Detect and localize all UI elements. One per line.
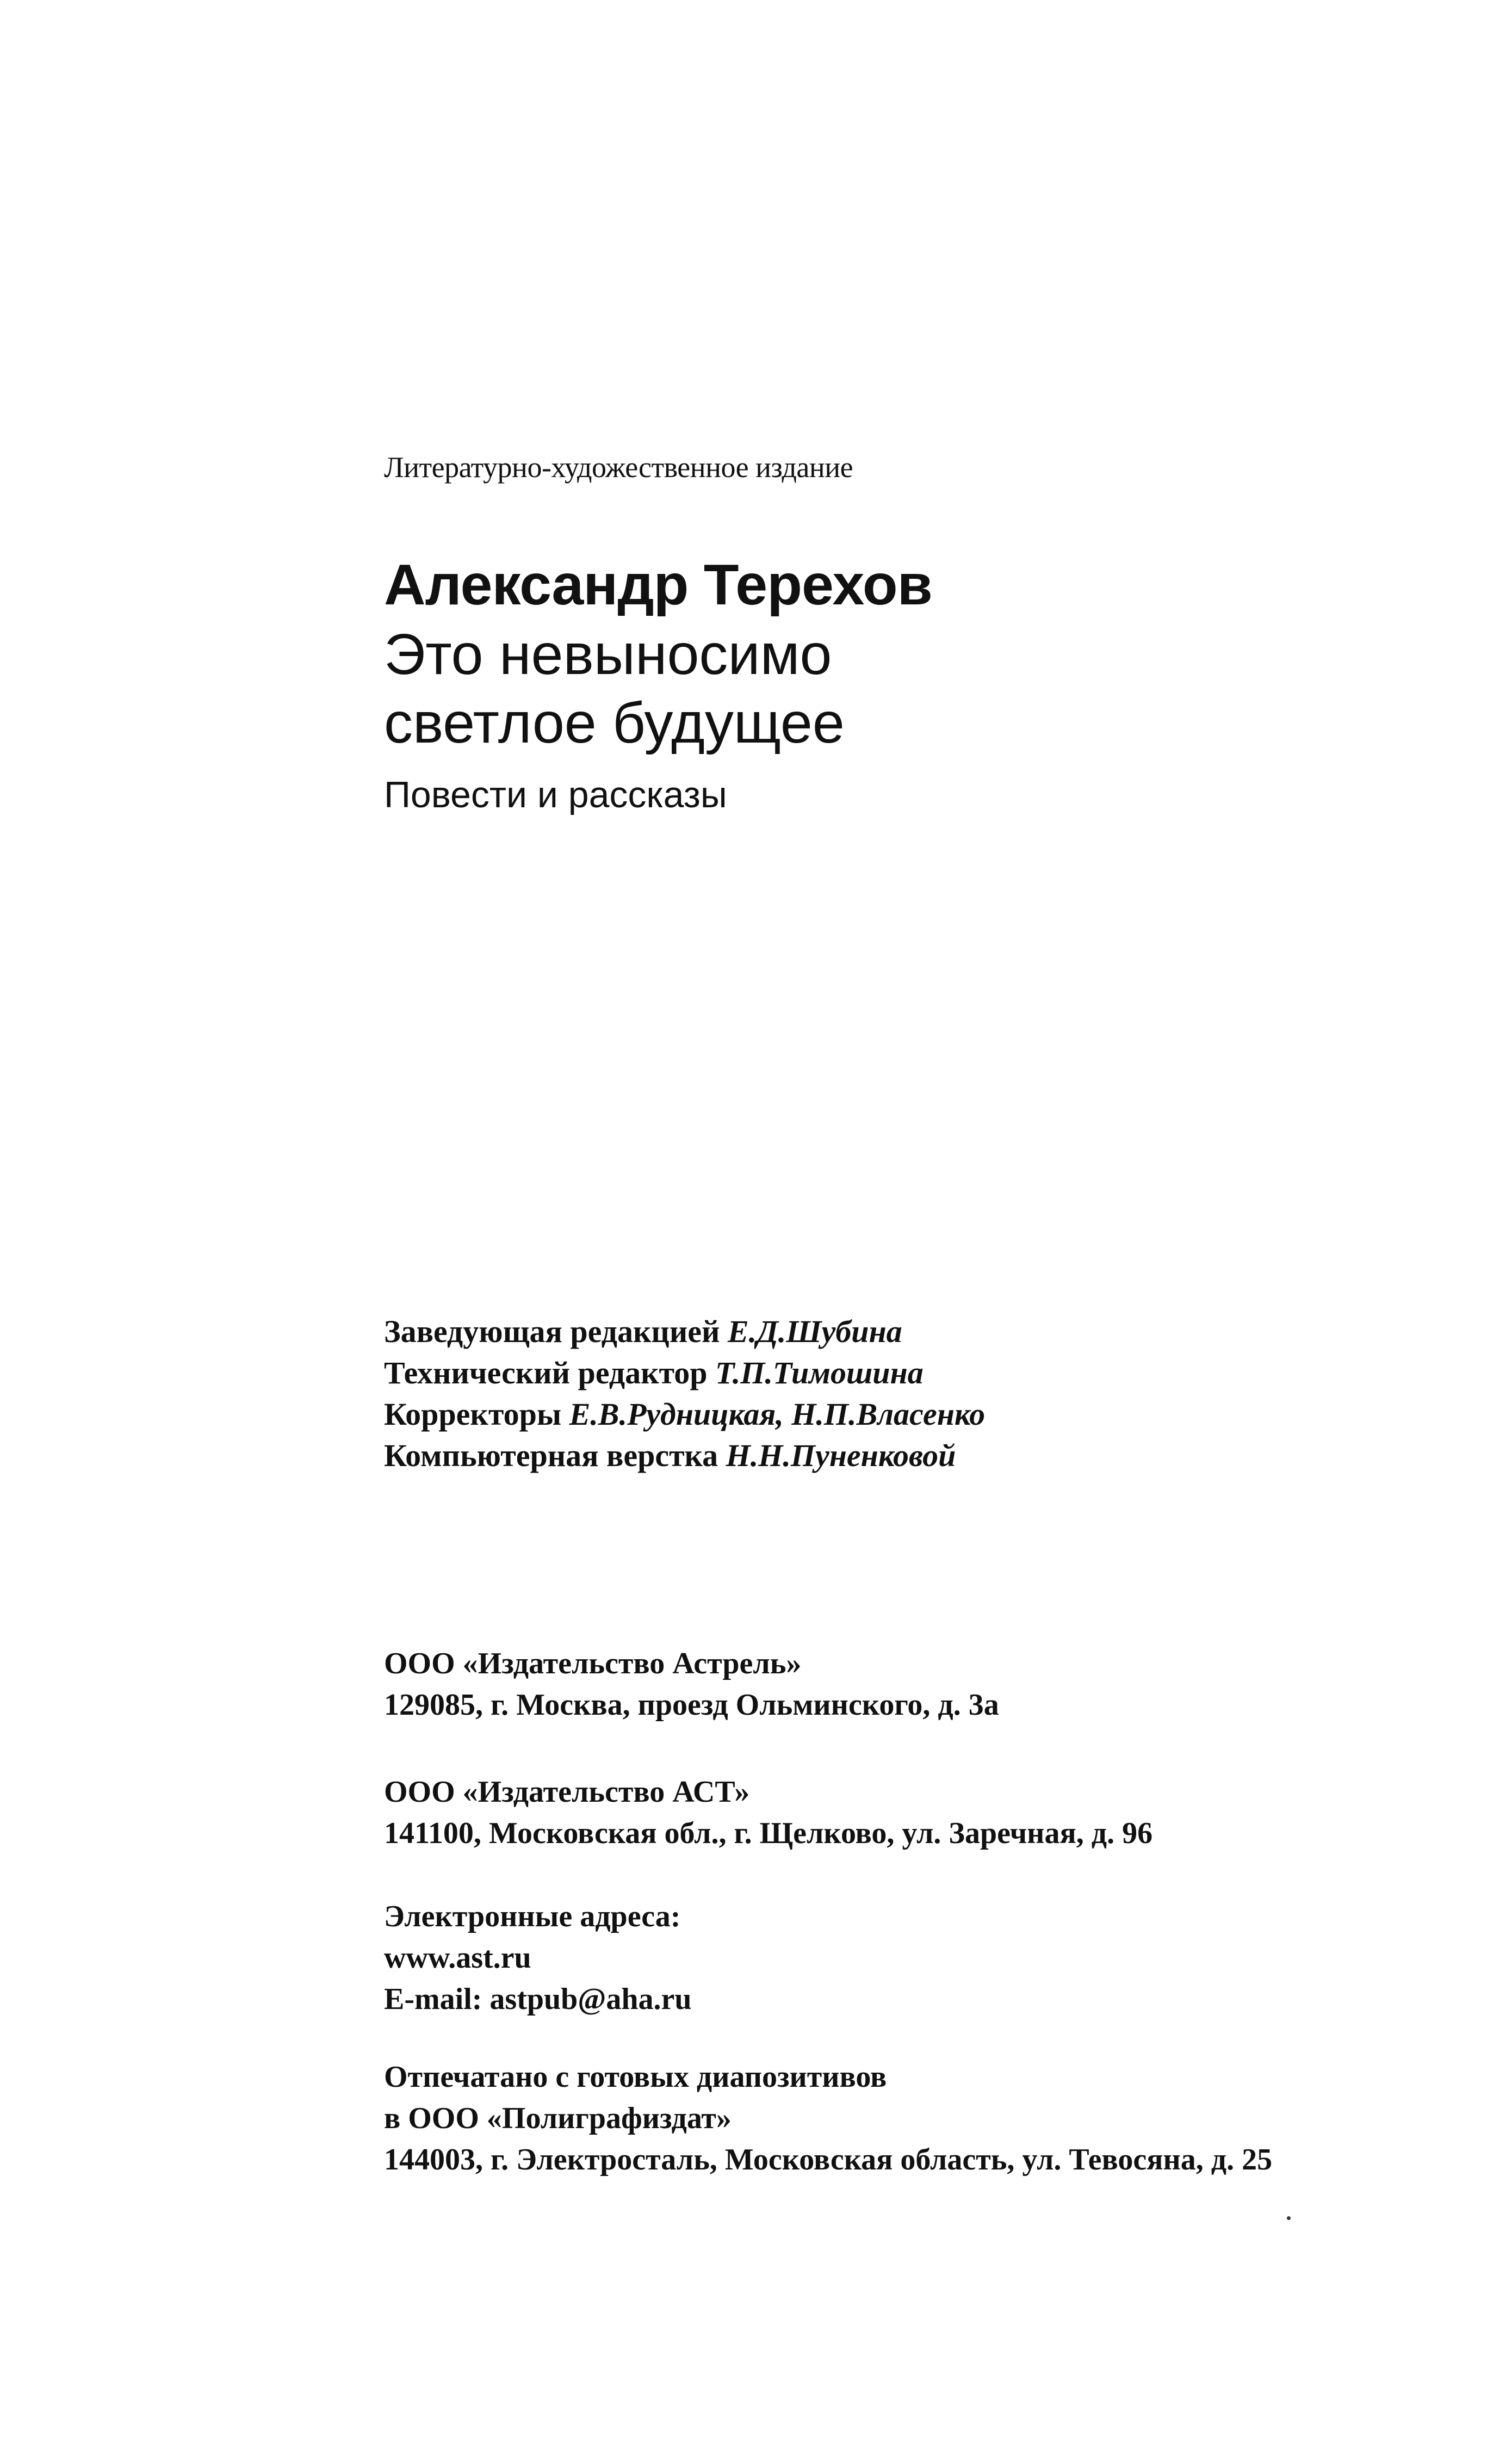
credit-role: Компьютерная верстка <box>384 1438 718 1473</box>
printer-line-1: Отпечатано с готовых диапозитивов <box>384 2060 887 2094</box>
publisher-name: ООО «Издательство АСТ» <box>384 1775 750 1809</box>
credit-role: Корректоры <box>384 1396 562 1432</box>
credit-row <box>384 1394 1363 1435</box>
edition-type: Литературно-художественное издание <box>384 451 853 484</box>
publisher-name: ООО «Издательство Астрель» <box>384 1647 802 1680</box>
title-block <box>384 549 1363 825</box>
credit-person: Е.В.Рудницкая, Н.П.Власенко <box>569 1396 986 1432</box>
publisher-entry <box>384 1771 1363 1854</box>
credits-list <box>384 1311 1363 1476</box>
contacts-heading: Электронные адреса: <box>384 1900 681 1933</box>
credit-role: Технический редактор <box>384 1355 708 1390</box>
publisher-entry <box>384 1643 1363 1726</box>
book-title-line-2: светлое будущее <box>384 691 845 755</box>
credit-row <box>384 1352 1363 1394</box>
publisher-address: 129085, г. Москва, проезд Ольминского, д. 3а <box>384 1688 999 1722</box>
scan-speck <box>1287 2216 1291 2220</box>
printer-block <box>384 2056 1363 2180</box>
credit-person: Е.Д.Шубина <box>727 1314 902 1349</box>
email-link[interactable]: E-mail: astpub@aha.ru <box>384 1982 692 2016</box>
publisher-address: 141100, Московская обл., г. Щелково, ул. Заречная, д. 96 <box>384 1816 1153 1850</box>
credit-role: Заведующая редакцией <box>384 1314 720 1349</box>
website-link[interactable]: www.ast.ru <box>384 1941 531 1975</box>
credit-row <box>384 1311 1363 1352</box>
printer-line-3: 144003, г. Электросталь, Московская область, ул. Тевосяна, д. 25 <box>384 2143 1273 2177</box>
printer-line-2: в ООО «Полиграфиздат» <box>384 2101 732 2135</box>
contacts-block <box>384 1896 1363 2020</box>
credit-row <box>384 1435 1363 1476</box>
credit-person: Т.П.Тимошина <box>715 1355 924 1390</box>
book-genre: Повести и рассказы <box>384 774 727 815</box>
publishers-list <box>384 1643 1363 1900</box>
author-name: Александр Терехов <box>384 553 932 617</box>
credit-person: Н.Н.Пуненковой <box>726 1438 956 1473</box>
book-title-line-1: Это невыносимо <box>384 622 832 687</box>
